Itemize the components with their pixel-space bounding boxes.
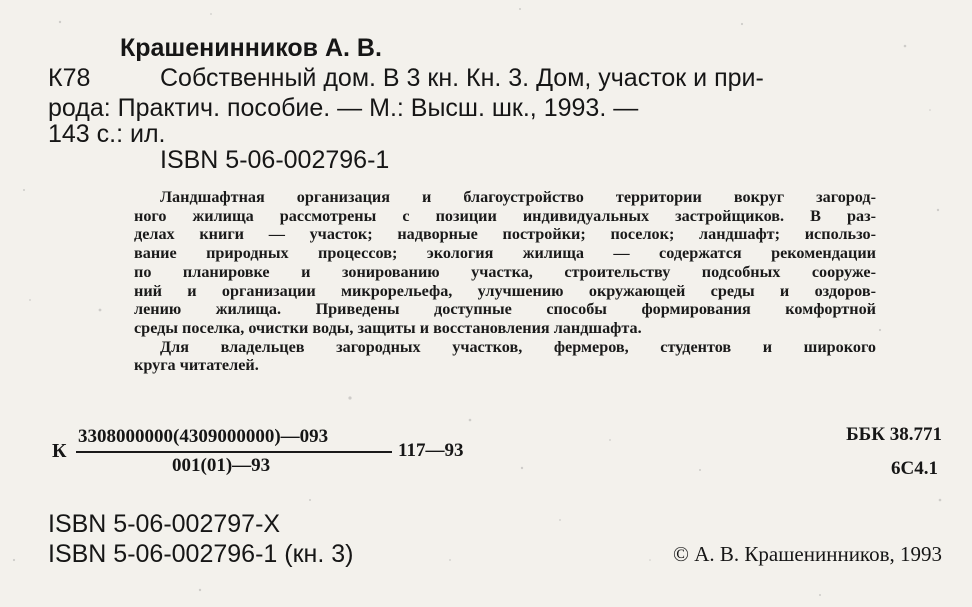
copyright-notice: © А. В. Крашенинников, 1993: [673, 542, 942, 566]
annotation-line: лению жилища. Приведены доступные способы формирования комфортной: [134, 300, 876, 319]
isbn-volume: ISBN 5-06-002796-1: [160, 146, 390, 174]
annotation-line: вание природных процессов; экология жилища — содержатся рекомендации: [134, 244, 876, 263]
annotation-line: ний и организации микрорельефа, улучшению окружающей среды и оздоров-: [134, 281, 876, 300]
index-denominator: 001(01)—93: [172, 455, 271, 476]
index-letter: К: [52, 440, 67, 462]
author-heading: Крашенинников А. В.: [120, 34, 382, 62]
index-numerator: 3308000000(4309000000)—093: [78, 426, 329, 447]
bbk-label: ББК 38.771: [846, 424, 942, 445]
title-line-1: Собственный дом. В 3 кн. Кн. 3. Дом, участок и при-: [160, 64, 764, 92]
bbk-code: 6С4.1: [891, 458, 938, 479]
annotation-block: [134, 188, 876, 375]
annotation-line: Ландшафтная организация и благоустройство территории вокруг загород-: [160, 188, 876, 206]
catalog-code: К78: [48, 64, 91, 92]
annotation-line: Для владельцев загородных участков, фермеров, студентов и широкого: [160, 337, 876, 356]
annotation-line: по планировке и зонированию участка, строительству подсобных сооруже-: [134, 262, 876, 281]
isbn-set: ISBN 5-06-002797-Х: [48, 510, 281, 538]
annotation-line: круга читателей.: [134, 356, 259, 375]
annotation-line: делах книги — участок; надворные постройки; поселок; ландшафт; использо-: [134, 225, 876, 244]
title-line-2: рода: Практич. пособие. — М.: Высш. шк., 1993. —: [48, 94, 639, 122]
annotation-line: среды поселка, очистки воды, защиты и восстановления ландшафта.: [134, 318, 642, 337]
index-suffix: 117—93: [398, 440, 464, 461]
title-line-3: 143 с.: ил.: [48, 120, 166, 148]
fraction-divider: [76, 451, 392, 453]
isbn-book: ISBN 5-06-002796-1 (кн. 3): [48, 540, 354, 568]
annotation-line: ного жилища рассмотрены с позиции индивидуальных застройщиков. В раз-: [134, 206, 876, 225]
